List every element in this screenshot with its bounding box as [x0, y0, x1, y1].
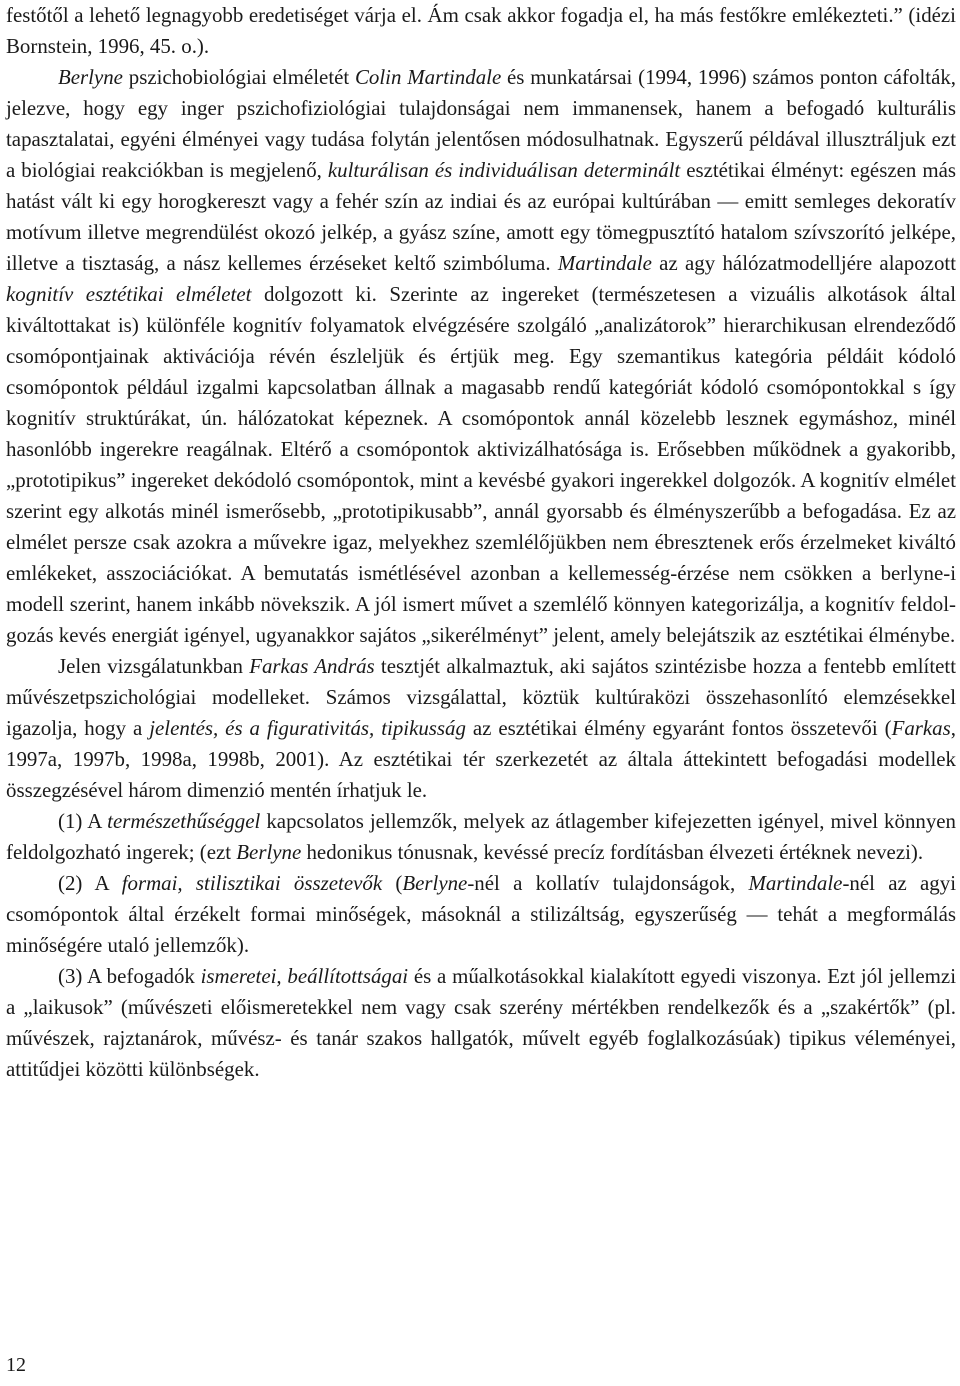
text-run: hedonikus tónusnak, kevéssé precíz fordításban élvezeti értéknek nevezi). [301, 840, 924, 864]
text-run: -nél a kollatív tulajdonságok, [467, 871, 749, 895]
text-run: pszichobiológiai elméletét [122, 65, 355, 89]
italic-text: Martindale [748, 871, 843, 895]
text-run: , 1997a, 1997b, 1998a, 1998b, 2001). Az esztétikai tér szerkezetét az általa áttekintett befogadási modellek összegzésével három dimenzió mentén írhatjuk le. [6, 716, 956, 802]
page-number: 12 [6, 1354, 26, 1376]
text-run: (3) A befogadók [58, 964, 201, 988]
paragraph [6, 62, 956, 651]
body-text [6, 0, 956, 1085]
italic-text: Berlyne [402, 871, 468, 895]
italic-text: ismeretei, beállítottságai [200, 964, 409, 988]
paragraph [6, 961, 956, 1085]
text-run: Jelen vizsgálatunkban [58, 654, 250, 678]
italic-text: Berlyne [58, 65, 123, 89]
text-run: festőtől a lehető legnagyobb eredetiséget várja el. Ám csak akkor fogadja el, ha más festőkre emlékezteti.” (idézi Bornstein, 1996, 45. o.). [6, 3, 956, 58]
italic-text: természethűséggel [107, 809, 261, 833]
italic-text: Berlyne [236, 840, 302, 864]
text-run: és a műalkotásokkal kialakított egyedi viszonya. Ezt jól jellemzi a „laikusok” (művészeti előismeretekkel nem vagy csak szerény mértékben rendelkezők és a „szakértők” (pl. művészek, rajztanárok, művész- és tanár szakos hallgatók, művelt egyéb foglalkozásúak) tipikus véleményei, attitűdjei közötti különbségek. [6, 964, 956, 1081]
text-run: tesztjét alkalmaztuk, aki sajátos szintézisbe hozza a fentebb említett művészetpszichológiai modelleket. Számos vizsgálattal, köztük kultúraközi összehasonlító elemzésekkel igazolja, hogy a [6, 654, 956, 740]
document-page [6, 0, 956, 1085]
italic-text: kulturálisan és individuálisan determinált [327, 158, 681, 182]
text-run: az agy hálózatmodelljére alapozott [651, 251, 957, 275]
italic-text: kognitív esztétikai elméletet [6, 282, 252, 306]
paragraph [6, 868, 956, 961]
text-run: és munkatársai (1994, 1996) számos ponton cáfolták, jelezve, hogy egy inger pszichofiziológiai tulajdonságai nem immanensek, hanem a befogadó kulturális tapasztalatai, egyéni élményei vagy tudása folytán jelentősen módosulhatnak. Egyszerű példával illusztráljuk ezt a biológiai reakciókban is megjelenő, [6, 65, 957, 182]
text-run: az esztétikai élmény egyaránt fontos összetevői ( [465, 716, 892, 740]
italic-text: Colin Martindale [355, 65, 502, 89]
lead-paragraph [6, 0, 956, 62]
text-run: ( [382, 871, 403, 895]
text-run: (2) A [58, 871, 122, 895]
paragraph [6, 806, 956, 868]
italic-text: jelentés, és a figurativitás, tipikusság [149, 716, 466, 740]
italic-text: formai, stilisztikai összetevők [121, 871, 383, 895]
italic-text: Farkas [891, 716, 951, 740]
italic-text: Martindale [557, 251, 652, 275]
text-run: dolgozott ki. Szerinte az ingereket (természetesen a vizuális alkotások által kiváltottakat is) különféle kognitív folyamatok elvégzésére szolgáló „analizátorok” hierarchikusan elrendeződő csomópontjainak aktivációja révén észleljük és értjük meg. Egy szemantikus kategória példáit kódoló csomópontok például izgalmi kapcsolatban állnak a magasabb rendű kategóriát kódoló csomópontokkal s így kognitív struktúrákat, ún. hálózatokat képeznek. A csomópontok annál közelebb lesznek egymáshoz, minél hasonlóbb ingerekre reagálnak. Eltérő a csomópontok aktivizálhatósága is. Erősebben működnek a gyakoribb, „prototipikus” ingereket dekódoló csomópontok, mint a kevésbé gyakori ingerekkel dolgozók. A kognitív elmélet szerint egy alkotás minél ismerősebb, „prototipikusabb”, annál gyorsabb és élményszerűbb a befogadása. Ez az elmélet persze csak azokra a művekre igaz, melyekhez szemlélőjükben nem ébresztenek erős érzelmeket kiváltó emlékeket, asszociációkat. A bemutatás ismétlésével azonban a kellemesség-érzése nem csökken a berlyne-i modell szerint, hanem inkább növekszik. A jól ismert művet a szemlélő könnyen kategorizálja, a kognitív feldolgozás kevés energiát igényel, ugyanakkor sajátos „sikerélményt” jelent, amely belejátszik az esztétikai élménybe. [6, 282, 957, 647]
text-run: (1) A [58, 809, 108, 833]
text-run: -nél az agyi csomópontok által érzékelt formai minőségek, másoknál a stilizáltság, egyszerűség — tehát a megformálás minőségére utaló jellemzők). [6, 871, 956, 957]
text-run: esztétikai élményt: egészen más hatást vált ki egy horogkereszt vagy a fehér szín az indiai és az európai kultúrában — emitt semleges dekoratív motívum illetve megrendülést okozó jelkép, a gyász színe, amott egy tömegpusztító hatalom szívszorító jelképe, illetve a tisztaság, a nász kellemes érzéseket keltő szimbóluma. [6, 158, 956, 275]
paragraph [6, 651, 956, 806]
italic-text: Farkas András [249, 654, 375, 678]
text-run: kapcsolatos jellemzők, melyek az átlagember kifejezetten igényel, mivel könnyen feldolgozható ingerek; (ezt [6, 809, 956, 864]
